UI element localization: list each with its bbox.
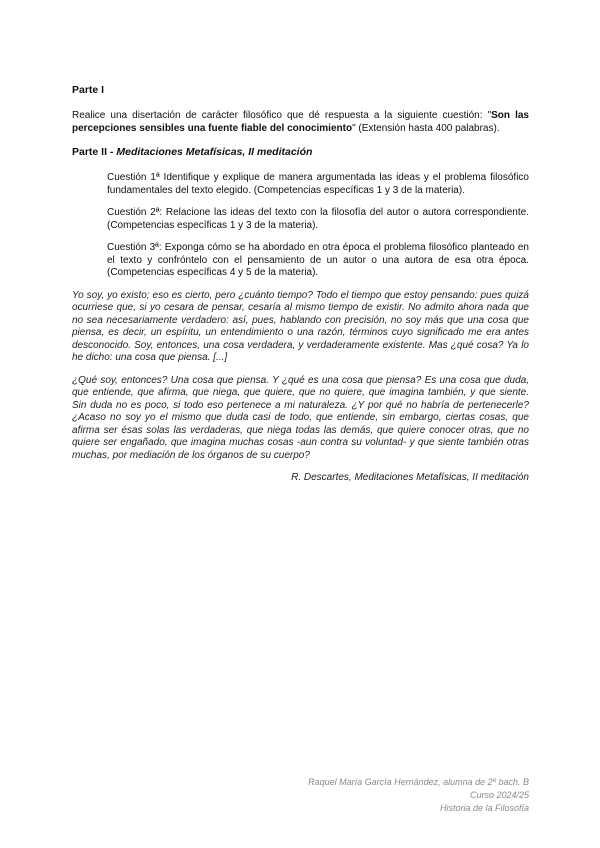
footer-author: Raquel María García Hernández, alumna de 2º bach. B [308, 777, 529, 787]
cuestion-2: Cuestión 2ª: Relacione las ideas del texto con la filosofía del autor o autora correspondiente. (Competencias específicas 1 y 3 de la materia). [107, 207, 529, 231]
parte-2-heading [72, 146, 529, 159]
document-page [72, 84, 529, 483]
parte-1-heading: Parte I [72, 84, 105, 96]
footer-course: Curso 2024/25 [469, 790, 529, 800]
page-footer [308, 776, 529, 815]
parte-2-heading-title: Meditaciones Metafísicas, II meditación [116, 146, 313, 158]
texto-citation: R. Descartes, Meditaciones Metafísicas, II meditación [291, 472, 529, 483]
texto-paragraph-2: ¿Qué soy, entonces? Una cosa que piensa. Y ¿qué es una cosa que piensa? Es una cosa que duda, que entiende, que afirma, que niega, que quiere, que no quiere, que imagina también, y que siente. Sin duda no es poco, si todo eso pertenece a mi naturaleza. ¿Y por qué no habría de pertenecerle? ¿Acaso no soy yo el mismo que duda casi de todo, que entiende, sin embargo, ciertas cosas, que afirma ser ésas solas las verdaderas, que niega todas las demás, que quiere conocer otras, que no quiere ser engañado, que imagina muchas cosas -aun contra su voluntad- y que siente también otras muchas, por mediación de los órganos de su cuerpo? [72, 374, 529, 461]
parte-1-prompt [72, 110, 529, 135]
prompt-question: Son las percepciones sensibles una fuente fiable del conocimiento [72, 110, 529, 134]
prompt-outro: " (Extensión hasta 400 palabras). [352, 122, 500, 134]
prompt-intro: Realice una disertación de carácter filosófico que dé respuesta a la siguiente cuestión: " [72, 110, 492, 121]
texto-paragraph-1: Yo soy, yo existo; eso es cierto, pero ¿cuánto tiempo? Todo el tiempo que estoy pensando: pues quizá ocurriese que, si yo cesara de pensar, cesaría al mismo tiempo de existir. No admito ahora nada que no sea necesariamente verdadero: así, pues, hablando con precisión, no soy más que una cosa que piensa, es decir, un espíritu, un entendimiento o una razón, términos cuyo significado me era antes desconocido. Soy, entonces, una cosa verdadera, y verdaderamente existente. Mas ¿qué cosa? Ya lo he dicho: una cosa que piensa. [...] [72, 289, 529, 363]
cuestion-3: Cuestión 3ª: Exponga cómo se ha abordado en otra época el problema filosófico planteado en el texto y confróntelo con el pensamiento de un autor o una autora de esa otra época. (Competencias específicas 4 y 5 de la materia). [107, 242, 529, 278]
footer-subject: Historia de la Filosofía [439, 803, 529, 813]
parte-2-heading-prefix: Parte II - [72, 146, 117, 158]
cuestion-1: Cuestión 1ª Identifique y explique de manera argumentada las ideas y el problema filosófico fundamentales del texto elegido. (Competencias específicas 1 y 3 de la materia). [107, 172, 529, 196]
